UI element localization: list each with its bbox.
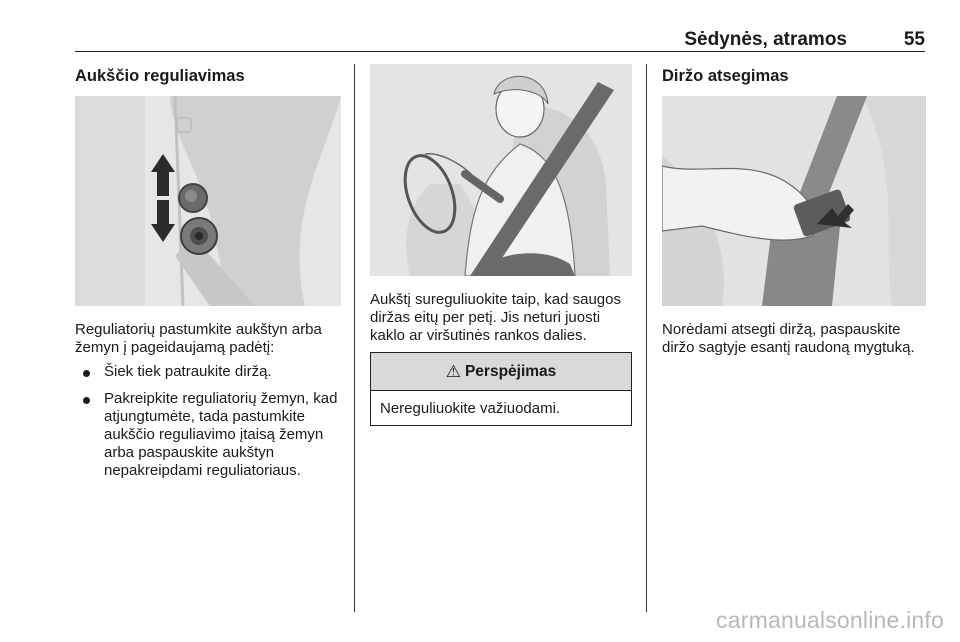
figure-belt-height-adjuster (75, 96, 341, 306)
section-heading-belt-release: Diržo atsegimas (662, 67, 789, 85)
bullet-icon (83, 370, 90, 377)
middle-column-paragraph: Aukštį sureguliuokite taip, kad saugos diržas eitų per petį. Jis neturi juosti kaklo ar viršutinės rankos dalies. (370, 291, 621, 344)
left-column-bullets (75, 363, 341, 489)
page-number: 55 (903, 29, 925, 50)
list-item (75, 390, 341, 480)
right-column (662, 64, 926, 86)
warning-text: Nereguliuokite važiuodami. (380, 400, 561, 417)
left-column (75, 64, 341, 86)
bullet-text: Pakreipkite reguliatorių žemyn, kad atjungtumėte, tada pastumkite aukščio reguliavimo įtaisą žemyn arba paspauskite aukštyn nepakreipdami reguliatoriaus. (104, 390, 338, 479)
warning-box (370, 352, 632, 426)
page-header (75, 30, 925, 52)
figure-driver-seatbelt (370, 64, 632, 276)
figure-belt-buckle-release (662, 96, 926, 306)
right-column-paragraph: Norėdami atsegti diržą, paspauskite diržo sagtyje esantį raudoną mygtuką. (662, 321, 915, 356)
left-column-paragraph: Reguliatorių pastumkite aukštyn arba žemyn į pageidaujamą padėtį: (75, 321, 322, 356)
bullet-text: Šiek tiek patraukite diržą. (104, 363, 272, 380)
column-divider-left (354, 64, 355, 612)
bullet-icon (83, 397, 90, 404)
warning-header (371, 353, 631, 391)
list-item (75, 363, 341, 381)
watermark: carmanualsonline.info (716, 607, 944, 633)
warning-triangle-icon: ⚠ (445, 362, 461, 381)
warning-title: Perspėjimas (464, 362, 557, 380)
section-heading-height-adjust: Aukščio reguliavimas (75, 67, 245, 85)
column-divider-right (646, 64, 647, 612)
header-title: Sėdynės, atramos (684, 29, 847, 50)
